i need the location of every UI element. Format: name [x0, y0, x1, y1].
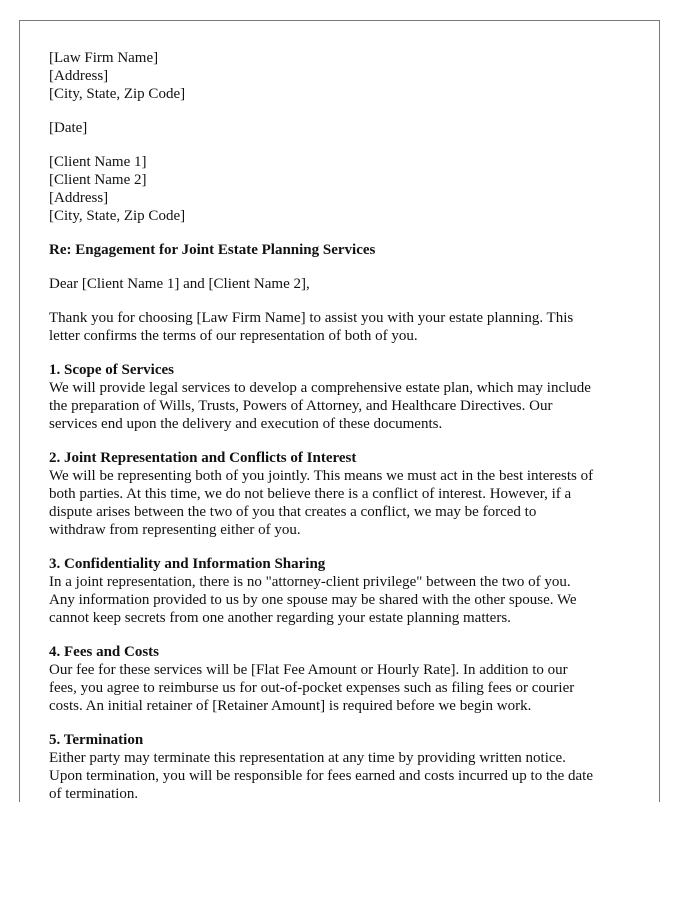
section-line: We will provide legal services to develop a comprehensive estate plan, which may include [49, 380, 591, 396]
section-heading: 3. Confidentiality and Information Sharing [49, 556, 326, 572]
section-line: of termination. [49, 786, 139, 802]
letter-page [19, 20, 660, 802]
letter-body [49, 49, 639, 802]
section-line: services end upon the delivery and execution of these documents. [49, 416, 443, 432]
firm-address-block [49, 49, 639, 103]
section-line: Any information provided to us by one spouse may be shared with the other spouse. We [49, 592, 577, 608]
section-line: Upon termination, you will be responsible for fees earned and costs incurred up to the date [49, 768, 594, 784]
section-line: costs. An initial retainer of [Retainer Amount] is required before we begin work. [49, 698, 532, 714]
section-line: In a joint representation, there is no "attorney-client privilege" between the two of you. [49, 574, 571, 590]
letter-date: [Date] [49, 120, 88, 136]
section-line: fees, you agree to reimburse us for out-of-pocket expenses such as filing fees or courier [49, 680, 575, 696]
firm-address: [Address] [49, 68, 109, 84]
intro-paragraph [49, 309, 639, 345]
section-line: Either party may terminate this representation at any time by providing written notice. [49, 750, 566, 766]
section-line: cannot keep secrets from one another regarding your estate planning matters. [49, 610, 511, 626]
salutation: Dear [Client Name 1] and [Client Name 2], [49, 276, 310, 292]
section-line: withdraw from representing either of you. [49, 522, 301, 538]
intro-line: letter confirms the terms of our representation of both of you. [49, 328, 418, 344]
client-name-2: [Client Name 2] [49, 172, 147, 188]
client-city-state-zip: [City, State, Zip Code] [49, 208, 186, 224]
subject-line: Re: Engagement for Joint Estate Planning Services [49, 242, 376, 258]
date-block [49, 119, 639, 137]
client-address-block [49, 153, 639, 225]
section-termination [49, 731, 639, 802]
section-fees [49, 643, 639, 715]
section-heading: 1. Scope of Services [49, 362, 174, 378]
section-line: both parties. At this time, we do not believe there is a conflict of interest. However, if a [49, 486, 572, 502]
salutation-block [49, 275, 639, 293]
section-heading: 2. Joint Representation and Conflicts of Interest [49, 450, 357, 466]
firm-city-state-zip: [City, State, Zip Code] [49, 86, 186, 102]
section-line: Our fee for these services will be [Flat Fee Amount or Hourly Rate]. In addition to our [49, 662, 568, 678]
intro-line: Thank you for choosing [Law Firm Name] to assist you with your estate planning. This [49, 310, 574, 326]
section-confidentiality [49, 555, 639, 627]
client-name-1: [Client Name 1] [49, 154, 147, 170]
section-heading: 5. Termination [49, 732, 144, 748]
section-joint-representation [49, 449, 639, 539]
section-line: the preparation of Wills, Trusts, Powers of Attorney, and Healthcare Directives. Our [49, 398, 553, 414]
section-scope [49, 361, 639, 433]
section-line: dispute arises between the two of you that creates a conflict, we may be forced to [49, 504, 537, 520]
section-line: We will be representing both of you jointly. This means we must act in the best interests of [49, 468, 594, 484]
client-address: [Address] [49, 190, 109, 206]
subject-block [49, 241, 639, 259]
firm-name: [Law Firm Name] [49, 50, 159, 66]
section-heading: 4. Fees and Costs [49, 644, 160, 660]
